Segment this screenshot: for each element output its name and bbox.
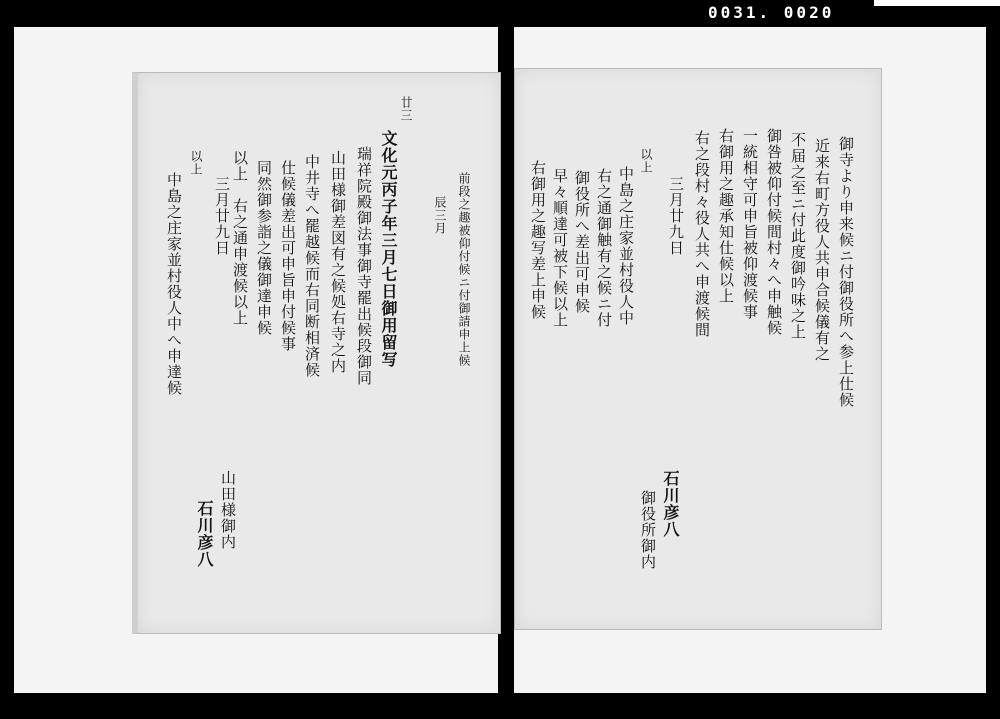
section-number: 廿三	[399, 96, 413, 122]
right-column-9: 右之通御触有之候ニ付	[595, 168, 613, 328]
left-closing: 以上	[189, 150, 203, 176]
film-corner-tab	[874, 0, 1000, 6]
left-note-1: 前段之趣被仰付候ニ付御請申上候	[457, 172, 471, 367]
left-column-3: 山田様御差図有之候処右寺之内	[329, 150, 347, 374]
left-date: 三月廿九日	[213, 176, 231, 256]
left-signature-name: 石川彦八	[195, 500, 214, 568]
frame-number: 0031. 0020	[708, 3, 835, 22]
right-column-11: 早々順達可被下候以上	[551, 168, 569, 328]
left-column-4: 中井寺へ罷越候而右同断相済候	[303, 154, 321, 378]
right-column-2: 近来右町方役人共申合候儀有之	[813, 138, 831, 362]
left-column-1: 文化元丙子年三月七日御用留写	[379, 130, 398, 368]
right-column-3: 不届之至ニ付此度御吟味之上	[789, 132, 807, 340]
left-column-7: 以上 右之通申渡候以上	[231, 150, 249, 326]
right-signature-name: 石川彦八	[661, 470, 680, 538]
left-note-2: 辰三月	[433, 196, 447, 235]
right-column-1: 御寺より申来候ニ付御役所へ参上仕候	[837, 136, 855, 408]
right-column-8: 中島之庄家並村役人中	[617, 166, 635, 326]
right-column-5: 一統相守可申旨被仰渡候事	[741, 128, 759, 320]
left-addressee: 中島之庄家並村役人中へ申達候	[165, 172, 183, 396]
right-signature-office: 御役所御内	[639, 490, 657, 570]
left-column-5: 仕候儀差出可申旨申付候事	[279, 160, 297, 352]
right-column-4: 御咎被仰付候間村々へ申触候	[765, 128, 783, 336]
right-column-7: 右之段村々役人共へ申渡候間	[693, 130, 711, 338]
right-closing: 以上	[639, 148, 653, 174]
left-signature-office: 山田様御内	[219, 470, 237, 550]
right-column-6: 右御用之趣承知仕候以上	[717, 128, 735, 304]
right-column-12: 右御用之趣写差上申候	[529, 160, 547, 320]
left-column-2: 瑞祥院殿御法事御寺罷出候段御同	[355, 146, 373, 386]
right-column-10: 御役所へ差出可申候	[573, 170, 591, 314]
right-date: 三月廿九日	[667, 176, 685, 256]
left-column-6: 同然御参詣之儀御達申候	[255, 160, 273, 336]
